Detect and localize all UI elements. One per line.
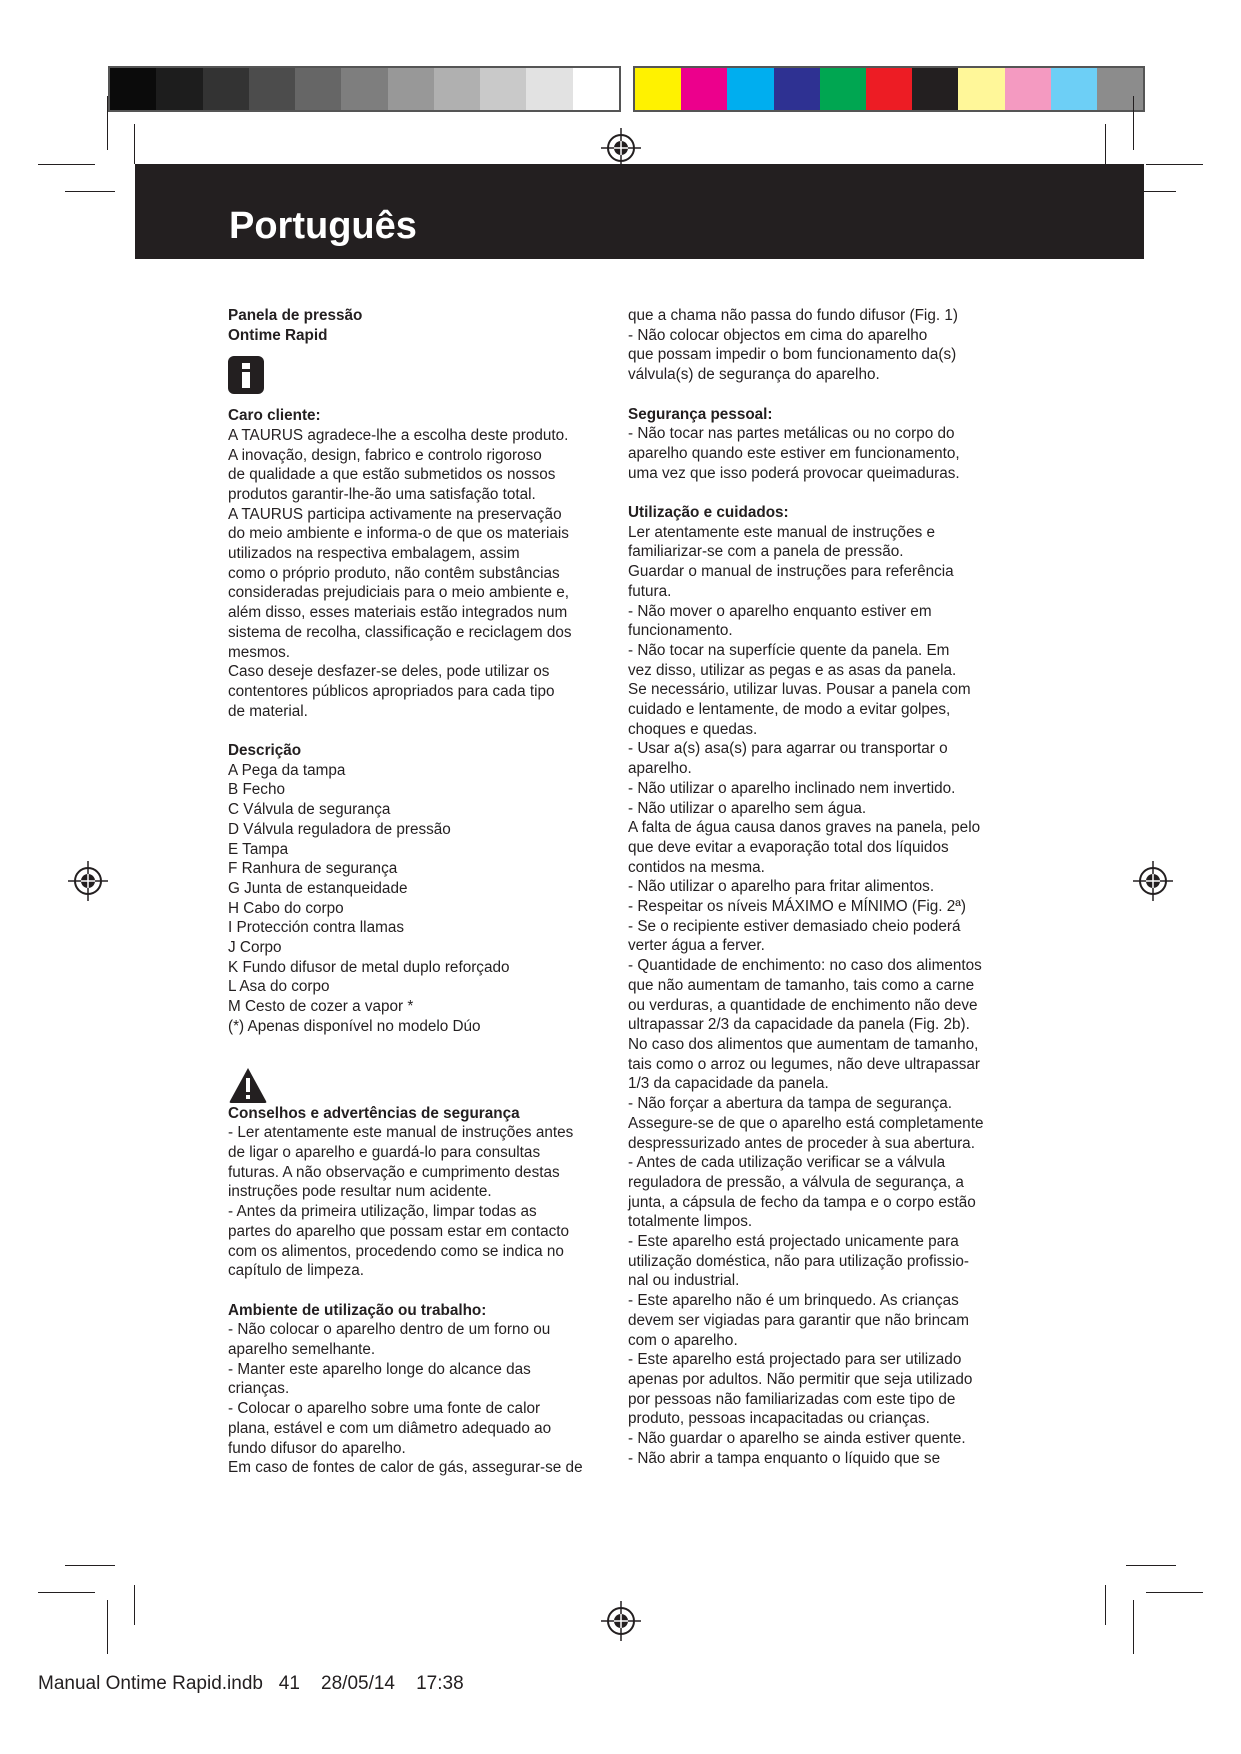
personal-safety-text	[628, 424, 1018, 483]
safety-advice-heading: Conselhos e advertências de segurança	[228, 1104, 520, 1122]
color-swatch	[727, 68, 773, 110]
crop-mark	[134, 124, 135, 164]
text-line: - Não colocar objectos em cima do aparelho	[628, 326, 928, 344]
environment-text	[228, 1320, 608, 1478]
text-line: Se necessário, utilizar luvas. Pousar a panela com	[628, 681, 971, 699]
text-line: - Não utilizar o aparelho sem água.	[628, 799, 867, 817]
text-line: vez disso, utilizar as pegas e as asas da panela.	[628, 661, 957, 679]
text-line: - Respeitar os níveis MÁXIMO e MÍNIMO (Fig. 2ª)	[628, 898, 967, 916]
text-line: válvula(s) de segurança do aparelho.	[628, 366, 880, 384]
crop-mark	[1146, 1592, 1203, 1593]
text-line: M Cesto de cozer a vapor *	[228, 998, 414, 1016]
text-line: - Colocar o aparelho sobre uma fonte de calor	[228, 1400, 541, 1418]
text-line: choques e quedas.	[628, 720, 758, 738]
text-line: ou verduras, a quantidade de enchimento não deve	[628, 996, 978, 1014]
text-line: - Se o recipiente estiver demasiado cheio poderá	[628, 917, 961, 935]
color-swatch	[526, 68, 572, 110]
text-line: partes do aparelho que possam estar em contacto	[228, 1222, 569, 1240]
text-line: aparelho quando este estiver em funcionamento,	[628, 444, 960, 462]
text-line: fundo difusor do aparelho.	[228, 1439, 406, 1457]
text-line: como o próprio produto, não contêm substâncias	[228, 564, 560, 582]
text-line: reguladora de pressão, a válvula de segurança, a	[628, 1173, 964, 1191]
text-line: de qualidade a que estão submetidos os nossos	[228, 466, 556, 484]
text-line: que possam impedir o bom funcionamento da(s)	[628, 346, 957, 364]
page-title: Português	[229, 205, 417, 247]
color-swatch	[912, 68, 958, 110]
text-line: - Não utilizar o aparelho para fritar alimentos.	[628, 878, 935, 896]
crop-mark	[1146, 164, 1203, 165]
text-line: que a chama não passa do fundo difusor (Fig. 1)	[628, 307, 958, 324]
color-swatch	[203, 68, 249, 110]
color-swatch	[110, 68, 156, 110]
text-line: I Protección contra llamas	[228, 919, 404, 937]
color-swatch	[958, 68, 1004, 110]
color-swatch	[341, 68, 387, 110]
text-line: de material.	[228, 702, 308, 720]
text-line: Assegure-se de que o aparelho está completamente	[628, 1114, 984, 1132]
text-line: J Corpo	[228, 939, 282, 957]
text-line: F Ranhura de segurança	[228, 860, 398, 878]
text-line: A TAURUS agradece-lhe a escolha deste produto.	[228, 426, 569, 444]
use-and-care-heading: Utilização e cuidados:	[628, 504, 789, 521]
text-line: por pessoas não familiarizadas com este tipo de	[628, 1390, 956, 1408]
text-line: (*) Apenas disponível no modelo Dúo	[228, 1017, 481, 1035]
text-line: - Este aparelho está projectado unicamente para	[628, 1233, 959, 1251]
text-line: - Manter este aparelho longe do alcance das	[228, 1360, 531, 1378]
text-line: contentores públicos apropriados para cada tipo	[228, 682, 555, 700]
color-swatch	[681, 68, 727, 110]
text-line: funcionamento.	[628, 622, 733, 640]
color-swatch	[249, 68, 295, 110]
text-line: - Quantidade de enchimento: no caso dos alimentos	[628, 957, 982, 975]
text-line: consideradas prejudiciais para o meio ambiente e,	[228, 584, 569, 602]
crop-mark	[38, 1592, 95, 1593]
use-and-care-text	[628, 523, 1018, 1469]
personal-safety-heading: Segurança pessoal:	[628, 405, 773, 423]
text-line: L Asa do corpo	[228, 978, 330, 996]
text-line: - Não tocar nas partes metálicas ou no corpo do	[628, 425, 955, 443]
print-slug: Manual Ontime Rapid.indb 41 28/05/14 17:38	[38, 1673, 464, 1694]
text-line: A inovação, design, fabrico e controlo rigoroso	[228, 446, 542, 464]
crop-mark	[1105, 1585, 1106, 1625]
text-line: futuras. A não observação e cumprimento destas	[228, 1163, 560, 1181]
color-swatch	[434, 68, 480, 110]
crop-mark	[65, 1565, 115, 1566]
text-line: de ligar o aparelho e guardá-lo para consultas	[228, 1144, 541, 1161]
text-line: - Não guardar o aparelho se ainda estiver quente.	[628, 1430, 966, 1448]
text-line: com os alimentos, procedendo como se indica no	[228, 1242, 564, 1260]
text-line: Ler atentamente este manual de instruções e	[628, 523, 935, 541]
text-line: cuidado e lentamente, de modo a evitar golpes,	[628, 701, 951, 719]
color-swatch	[480, 68, 526, 110]
registration-mark-icon	[1133, 861, 1173, 901]
product-title: Panela de pressão	[228, 307, 363, 324]
text-line: do meio ambiente e informa-o de que os materiais	[228, 525, 569, 543]
text-line: contidos na mesma.	[628, 858, 765, 876]
text-line: - Não colocar o aparelho dentro de um forno ou	[228, 1321, 551, 1339]
text-line: A TAURUS participa activamente na preservação	[228, 505, 562, 523]
text-line: H Cabo do corpo	[228, 899, 344, 917]
color-swatch	[1097, 68, 1143, 110]
crop-mark	[134, 1585, 135, 1625]
text-line: A Pega da tampa	[228, 761, 346, 779]
info-icon	[228, 356, 264, 394]
right-column	[628, 306, 1018, 1468]
text-line: totalmente limpos.	[628, 1213, 753, 1231]
color-swatch	[295, 68, 341, 110]
text-line: Guardar o manual de instruções para referência	[628, 563, 954, 581]
text-line: - Este aparelho está projectado para ser utilizado	[628, 1351, 962, 1369]
text-line: uma vez que isso poderá provocar queimaduras.	[628, 464, 960, 482]
text-line: junta, a cápsula de fecho da tampa e o corpo estão	[628, 1193, 976, 1211]
crop-mark	[1126, 1565, 1176, 1566]
text-line: D Válvula reguladora de pressão	[228, 820, 451, 838]
registration-mark-icon	[601, 1601, 641, 1641]
text-line: No caso dos alimentos que aumentam de tamanho,	[628, 1035, 979, 1053]
color-swatch	[635, 68, 681, 110]
description-heading: Descrição	[228, 742, 302, 760]
text-line: C Válvula de segurança	[228, 801, 391, 819]
text-line: que não aumentam de tamanho, tais como a carne	[628, 976, 975, 994]
color-swatch	[820, 68, 866, 110]
text-line: aparelho.	[628, 760, 692, 778]
text-line: nal ou industrial.	[628, 1272, 740, 1290]
registration-mark-icon	[68, 861, 108, 901]
text-line: E Tampa	[228, 840, 289, 858]
registration-mark-icon	[601, 128, 641, 168]
text-line: - Este aparelho não é um brinquedo. As crianças	[628, 1292, 959, 1310]
text-line: apenas por adultos. Não permitir que seja utilizado	[628, 1370, 973, 1388]
text-line: familiarizar-se com a panela de pressão.	[628, 543, 904, 561]
text-line: 1/3 da capacidade da panela.	[628, 1075, 829, 1093]
crop-mark	[107, 1600, 108, 1654]
text-line: sistema de recolha, classificação e reciclagem dos	[228, 623, 572, 641]
left-column	[228, 306, 608, 1478]
color-swatch	[388, 68, 434, 110]
parts-list	[228, 761, 608, 1037]
text-line: - Antes de cada utilização verificar se a válvula	[628, 1154, 946, 1172]
text-line: A falta de água causa danos graves na panela, pelo	[628, 819, 981, 837]
text-line: - Não abrir a tampa enquanto o líquido que se	[628, 1449, 941, 1467]
text-line: instruções pode resultar num acidente.	[228, 1183, 492, 1201]
crop-mark	[38, 164, 95, 165]
text-line: - Antes da primeira utilização, limpar todas as	[228, 1203, 537, 1221]
color-swatch	[866, 68, 912, 110]
text-line: crianças.	[228, 1380, 290, 1398]
color-swatch	[774, 68, 820, 110]
crop-mark	[65, 191, 115, 192]
color-swatch	[1005, 68, 1051, 110]
color-swatch	[1051, 68, 1097, 110]
continuation-text	[628, 306, 1018, 385]
language-banner	[135, 164, 1144, 259]
color-calibration-bar	[633, 66, 1145, 112]
text-line: B Fecho	[228, 781, 285, 799]
warning-icon	[228, 1066, 268, 1104]
text-line: produto, pessoas incapacitadas ou crianças.	[628, 1410, 930, 1428]
text-line: Em caso de fontes de calor de gás, assegurar-se de	[228, 1459, 583, 1477]
color-swatch	[156, 68, 202, 110]
text-line: verter água a ferver.	[628, 937, 765, 955]
color-swatch	[573, 68, 619, 110]
environment-heading: Ambiente de utilização ou trabalho:	[228, 1301, 487, 1319]
text-line: futura.	[628, 582, 672, 600]
text-line: mesmos.	[228, 643, 291, 661]
text-line: G Junta de estanqueidade	[228, 879, 408, 897]
text-line: utilizados na respectiva embalagem, assim	[228, 545, 520, 563]
text-line: produtos garantir-lhe-ão uma satisfação total.	[228, 485, 536, 503]
safety-advice-text	[228, 1123, 608, 1281]
text-line: capítulo de limpeza.	[228, 1262, 365, 1280]
grayscale-calibration-bar	[108, 66, 621, 112]
crop-mark	[1133, 1600, 1134, 1654]
crop-mark	[107, 96, 108, 150]
text-line: - Usar a(s) asa(s) para agarrar ou transportar o	[628, 740, 948, 758]
text-line: - Ler atentamente este manual de instruções antes	[228, 1124, 574, 1142]
text-line: tais como o arroz ou legumes, não deve ultrapassar	[628, 1055, 981, 1073]
crop-mark	[1133, 96, 1134, 150]
text-line: que deve evitar a evaporação total dos líquidos	[628, 838, 949, 856]
text-line: - Não utilizar o aparelho inclinado nem invertido.	[628, 779, 956, 797]
text-line: devem ser vigiadas para garantir que não brincam	[628, 1311, 969, 1329]
text-line: aparelho semelhante.	[228, 1341, 376, 1359]
text-line: com o aparelho.	[628, 1331, 738, 1349]
text-line: Caso deseje desfazer-se deles, pode utilizar os	[228, 663, 550, 681]
product-subtitle: Ontime Rapid	[228, 326, 328, 344]
text-line: K Fundo difusor de metal duplo reforçado	[228, 958, 510, 976]
text-line: utilização doméstica, não para utilização profissio-	[628, 1252, 969, 1270]
crop-mark	[1105, 124, 1106, 164]
dear-customer-heading: Caro cliente:	[228, 407, 321, 425]
text-line: - Não forçar a abertura da tampa de segurança.	[628, 1095, 952, 1113]
text-line: despressurizado antes de proceder à sua abertura.	[628, 1134, 975, 1152]
text-line: ultrapassar 2/3 da capacidade da panela (Fig. 2b).	[628, 1016, 970, 1034]
dear-customer-text	[228, 426, 608, 722]
text-line: - Não mover o aparelho enquanto estiver em	[628, 602, 932, 620]
text-line: além disso, esses materiais estão integrados num	[228, 604, 568, 622]
text-line: plana, estável e com um diâmetro adequado ao	[228, 1419, 552, 1437]
text-line: - Não tocar na superfície quente da panela. Em	[628, 641, 950, 659]
